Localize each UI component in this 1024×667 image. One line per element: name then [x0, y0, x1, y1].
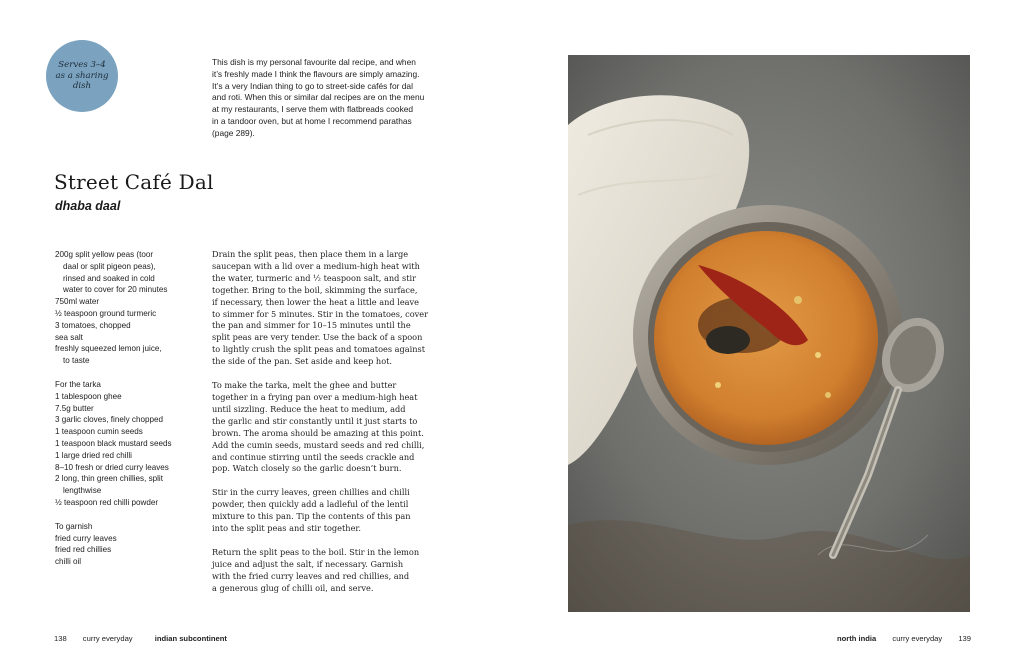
ingredient-line: 1 teaspoon black mustard seeds	[55, 438, 172, 448]
method-line: mixture to this pan. Tip the contents of this pan	[212, 511, 411, 522]
method-text	[212, 249, 464, 607]
method-line: Drain the split peas, then place them in a large	[212, 249, 409, 259]
ingredient-line: ½ teaspoon red chilli powder	[55, 497, 159, 507]
method-step	[212, 487, 464, 535]
footer-section: indian subcontinent	[154, 634, 227, 643]
footer-region: north india	[837, 634, 877, 643]
ingredient-line: 200g split yellow peas (toor	[55, 250, 154, 259]
intro-text	[212, 57, 462, 140]
intro-line: (page 289).	[212, 127, 255, 138]
method-line: saucepan with a lid over a medium-high heat with	[212, 260, 420, 271]
ingredient-line: fried red chillies	[55, 545, 112, 555]
page-number: 138	[54, 634, 67, 643]
ingredient-line: fried curry leaves	[55, 533, 117, 543]
ingredient-line: rinsed and soaked in cold	[63, 273, 155, 283]
method-line: to simmer for 5 minutes. Stir in the tomatoes, cover	[212, 308, 429, 319]
serves-line: Serves 3–4	[58, 60, 106, 71]
ingredient-line: daal or split pigeon peas),	[63, 261, 156, 271]
ingredient-line: to taste	[63, 356, 90, 366]
method-line: together. Bring to the boil, skimming the surface,	[212, 284, 418, 295]
ingredient-line: 3 garlic cloves, finely chopped	[55, 415, 163, 425]
right-page	[512, 0, 1024, 667]
garnish-heading: To garnish	[55, 521, 93, 531]
method-line: the side of the pan. Set aside and keep hot.	[212, 356, 393, 367]
left-footer	[54, 634, 227, 643]
ingredient-line: 1 tablespoon ghee	[55, 391, 122, 401]
method-line: together in a frying pan over a medium-high heat	[212, 391, 418, 402]
method-line: Return the split peas to the boil. Stir in the lemon	[212, 546, 420, 557]
ingredient-line: 1 large dried red chilli	[55, 450, 132, 460]
footer-book-title: curry everyday	[892, 634, 943, 643]
method-line: split peas are very tender. Use the back of a spoon	[212, 332, 423, 343]
ingredients-list	[55, 249, 205, 568]
ingredient-line: 1 teaspoon cumin seeds	[55, 427, 143, 437]
method-line: powder, then quickly add a ladleful of the lentil	[212, 499, 409, 510]
dal-photo	[568, 55, 970, 612]
method-line: the pan and simmer for 10–15 minutes until the	[212, 320, 411, 331]
recipe-subtitle: dhaba daal	[55, 199, 121, 213]
intro-line: in a tandoor oven, but at home I recommend parathas	[212, 115, 412, 126]
method-line: juice and adjust the salt, if necessary. Garnish	[212, 558, 404, 569]
intro-line: at my restaurants, I serve them with flatbreads cooked	[212, 104, 414, 115]
serves-badge	[46, 40, 118, 112]
page-number: 139	[958, 634, 971, 643]
right-footer	[837, 634, 971, 643]
ingredient-line: 7.5g butter	[55, 403, 94, 413]
method-step	[212, 380, 464, 475]
method-line: a generous glug of chilli oil, and serve.	[212, 582, 374, 593]
intro-line: it’s freshly made I think the flavours are simply amazing.	[212, 68, 420, 79]
ingredient-line: 3 tomatoes, chopped	[55, 320, 131, 330]
dal-photo-image	[568, 55, 970, 612]
serves-line: dish	[72, 81, 92, 92]
intro-line: and roti. When this or similar dal recipes are on the menu	[212, 92, 425, 103]
method-line: and continue stirring until the seeds crackle and	[212, 451, 415, 462]
serves-line: as a sharing	[55, 70, 109, 81]
ingredient-line: 8–10 fresh or dried curry leaves	[55, 462, 169, 472]
intro-line: It’s a very Indian thing to go to street-side cafés for dal	[212, 80, 413, 91]
method-line: if necessary, then lower the heat a little and leave	[212, 296, 420, 307]
method-line: with the fried curry leaves and red chillies, and	[212, 570, 410, 581]
ingredient-line: lengthwise	[63, 486, 102, 496]
method-line: to lightly crush the split peas and tomatoes against	[212, 344, 426, 355]
ingredient-line: freshly squeezed lemon juice,	[55, 344, 162, 354]
ingredient-line: chilli oil	[55, 557, 82, 567]
recipe-title: Street Café Dal	[54, 170, 214, 194]
method-line: brown. The aroma should be amazing at this point.	[212, 427, 424, 438]
method-line: into the split peas and stir together.	[212, 523, 362, 534]
method-line: pop. Watch closely so the garlic doesn’t burn.	[212, 463, 402, 474]
method-line: the garlic and stir constantly until it just starts to	[212, 415, 418, 426]
ingredient-line: sea salt	[55, 332, 83, 342]
ingredient-line: 2 long, thin green chillies, split	[55, 474, 163, 484]
footer-book-title: curry everyday	[82, 634, 133, 643]
ingredient-line: water to cover for 20 minutes	[63, 285, 168, 295]
method-line: To make the tarka, melt the ghee and butter	[212, 380, 397, 391]
intro-line: This dish is my personal favourite dal recipe, and when	[212, 57, 416, 67]
tarka-heading: For the tarka	[55, 379, 101, 389]
method-step	[212, 547, 464, 595]
method-step	[212, 249, 464, 368]
method-line: Stir in the curry leaves, green chillies and chilli	[212, 487, 410, 498]
method-line: the water, turmeric and ½ teaspoon salt, and stir	[212, 272, 417, 283]
ingredient-line: 750ml water	[55, 297, 100, 307]
method-line: until sizzling. Reduce the heat to medium, add	[212, 403, 406, 414]
ingredient-line: ½ teaspoon ground turmeric	[55, 308, 157, 318]
method-line: Add the cumin seeds, mustard seeds and red chilli,	[212, 439, 425, 450]
